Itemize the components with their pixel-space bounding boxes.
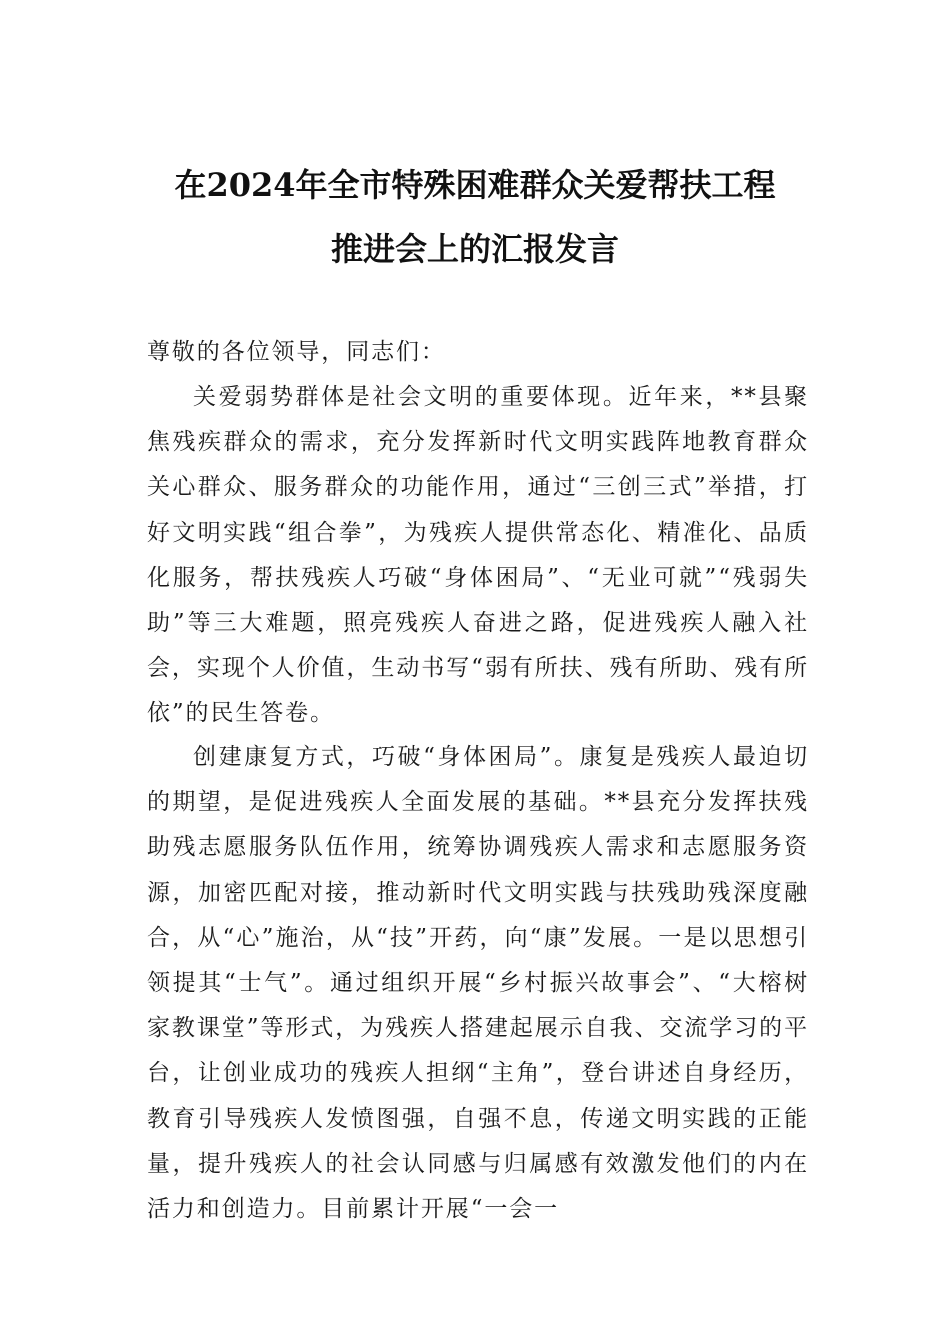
paragraph-2 [147, 735, 809, 1232]
paragraph-2-text: 创建康复方式，巧破“身体困局”。康复是残疾人最迫切的期望，是促进残疾人全面发展的基础。**县充分发挥扶残助残志愿服务队伍作用，统筹协调残疾人需求和志愿服务资源，加密匹配对接，推动新时代文明实践与扶残助残深度融合，从“心”施治，从“技”开药，向“康”发展。一是以思想引领提其“士气”。通过组织开展“乡村振兴故事会”、“大榕树家教课堂”等形式，为残疾人搭建起展示自我、交流学习的平台，让创业成功的残疾人担纲“主角”，登台讲述自身经历，教育引导残疾人发愤图强，自强不息，传递文明实践的正能量，提升残疾人的社会认同感与归属感有效激发他们的内在活力和创造力。目前累计开展“一会一 [147, 744, 809, 1223]
document-title-line-2: 推进会上的汇报发言 [330, 230, 619, 268]
greeting-text: 尊敬的各位领导，同志们： [147, 339, 446, 365]
paragraph-1 [147, 375, 809, 737]
document-title-line-1: 在2024年全市特殊困难群众关爱帮扶工程 [174, 166, 776, 204]
paragraph-1-text: 关爱弱势群体是社会文明的重要体现。近年来，**县聚焦残疾群众的需求，充分发挥新时代文明实践阵地教育群众关心群众、服务群众的功能作用，通过“三创三式”举措，打好文明实践“组合拳”，为残疾人提供常态化、精准化、品质化服务，帮扶残疾人巧破“身体困局”、“无业可就”“残弱失助”等三大难题，照亮残疾人奋进之路，促进残疾人融入社会，实现个人价值，生动书写“弱有所扶、残有所助、残有所依”的民生答卷。 [147, 384, 809, 727]
greeting [147, 330, 809, 375]
